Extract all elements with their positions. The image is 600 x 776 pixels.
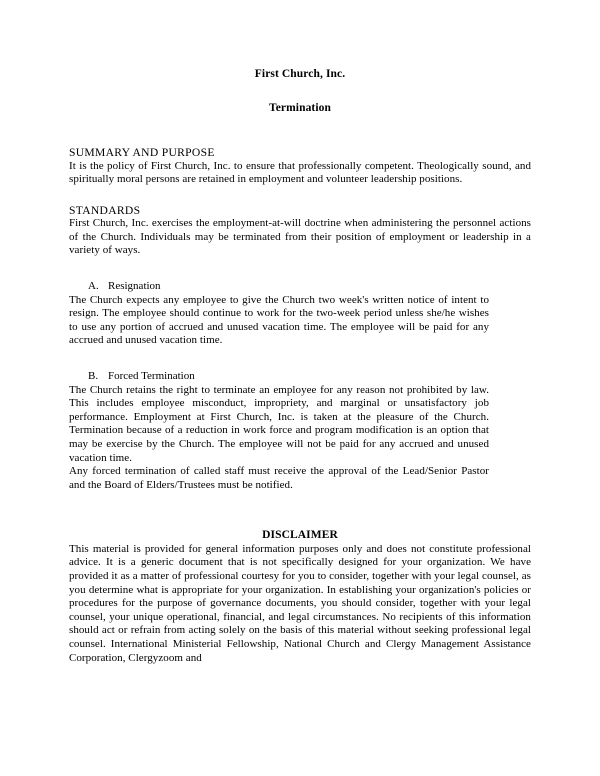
section-heading-standards: STANDARDS: [69, 203, 141, 217]
list-item-label: Resignation: [108, 279, 161, 292]
standards-paragraph: First Church, Inc. exercises the employment-at-will doctrine when administering the personnel actions of the Church. Individuals may be terminated from their position of employment or leadership in a variety of ways.: [69, 217, 531, 257]
list-item: [88, 280, 531, 294]
list-item-paragraph: Any forced termination of called staff must receive the approval of the Lead/Senior Pastor and the Board of Elders/Trustees must be notified.: [69, 465, 489, 491]
document-content: [69, 0, 531, 665]
list-item-paragraph: The Church retains the right to terminate an employee for any reason not prohibited by law. This includes employee misconduct, impropriety, and marginal or unsatisfactory job performance. Employment at First Church, Inc. is taken at the pleasure of the Church. Termination because of a reduction in work force and program modification is an option that may be exercise by the Church. The employee will not be paid for any accrued and unused vacation time.: [69, 383, 489, 464]
list-item-label: Forced Termination: [108, 369, 195, 382]
list-item-paragraph: The Church expects any employee to give the Church two week's written notice of intent to resign. The employee should continue to work for the two-week period unless she/he wishes to use any portion of accrued and unused vacation time. The employee will be paid for any accrued and unused vacation time.: [69, 293, 489, 347]
document-title: First Church, Inc.: [254, 68, 346, 80]
list-item: [88, 370, 531, 384]
summary-paragraph: It is the policy of First Church, Inc. to ensure that professionally competent. Theologically sound, and spiritually moral persons are retained in employment and volunteer leadership positions.: [69, 159, 531, 186]
section-heading-summary-and-purpose: SUMMARY AND PURPOSE: [69, 146, 215, 159]
list-item-marker: A.: [88, 279, 99, 292]
disclaimer-paragraph: This material is provided for general information purposes only and does not constitute professional advice. It is a generic document that is not specifically designed for your organization. We have provided it as a matter of professional courtesy for you to consider, together with your legal counsel, as you determine what is appropriate for your organization. In establishing your organization's policies or procedures for the purpose of governance documents, you should consider, together with your legal counsel, your unique operational, financial, and legal circumstances. No recipients of this information should act or refrain from acting solely on the basis of this material without seeking professional legal counsel. International Ministerial Fellowship, National Church and Clergy Management Assistance Corporation, Clergyzoom and: [69, 542, 531, 664]
section-heading-disclaimer: DISCLAIMER: [262, 529, 338, 542]
list-item-marker: B.: [88, 369, 99, 382]
document-subtitle: Termination: [268, 101, 331, 114]
